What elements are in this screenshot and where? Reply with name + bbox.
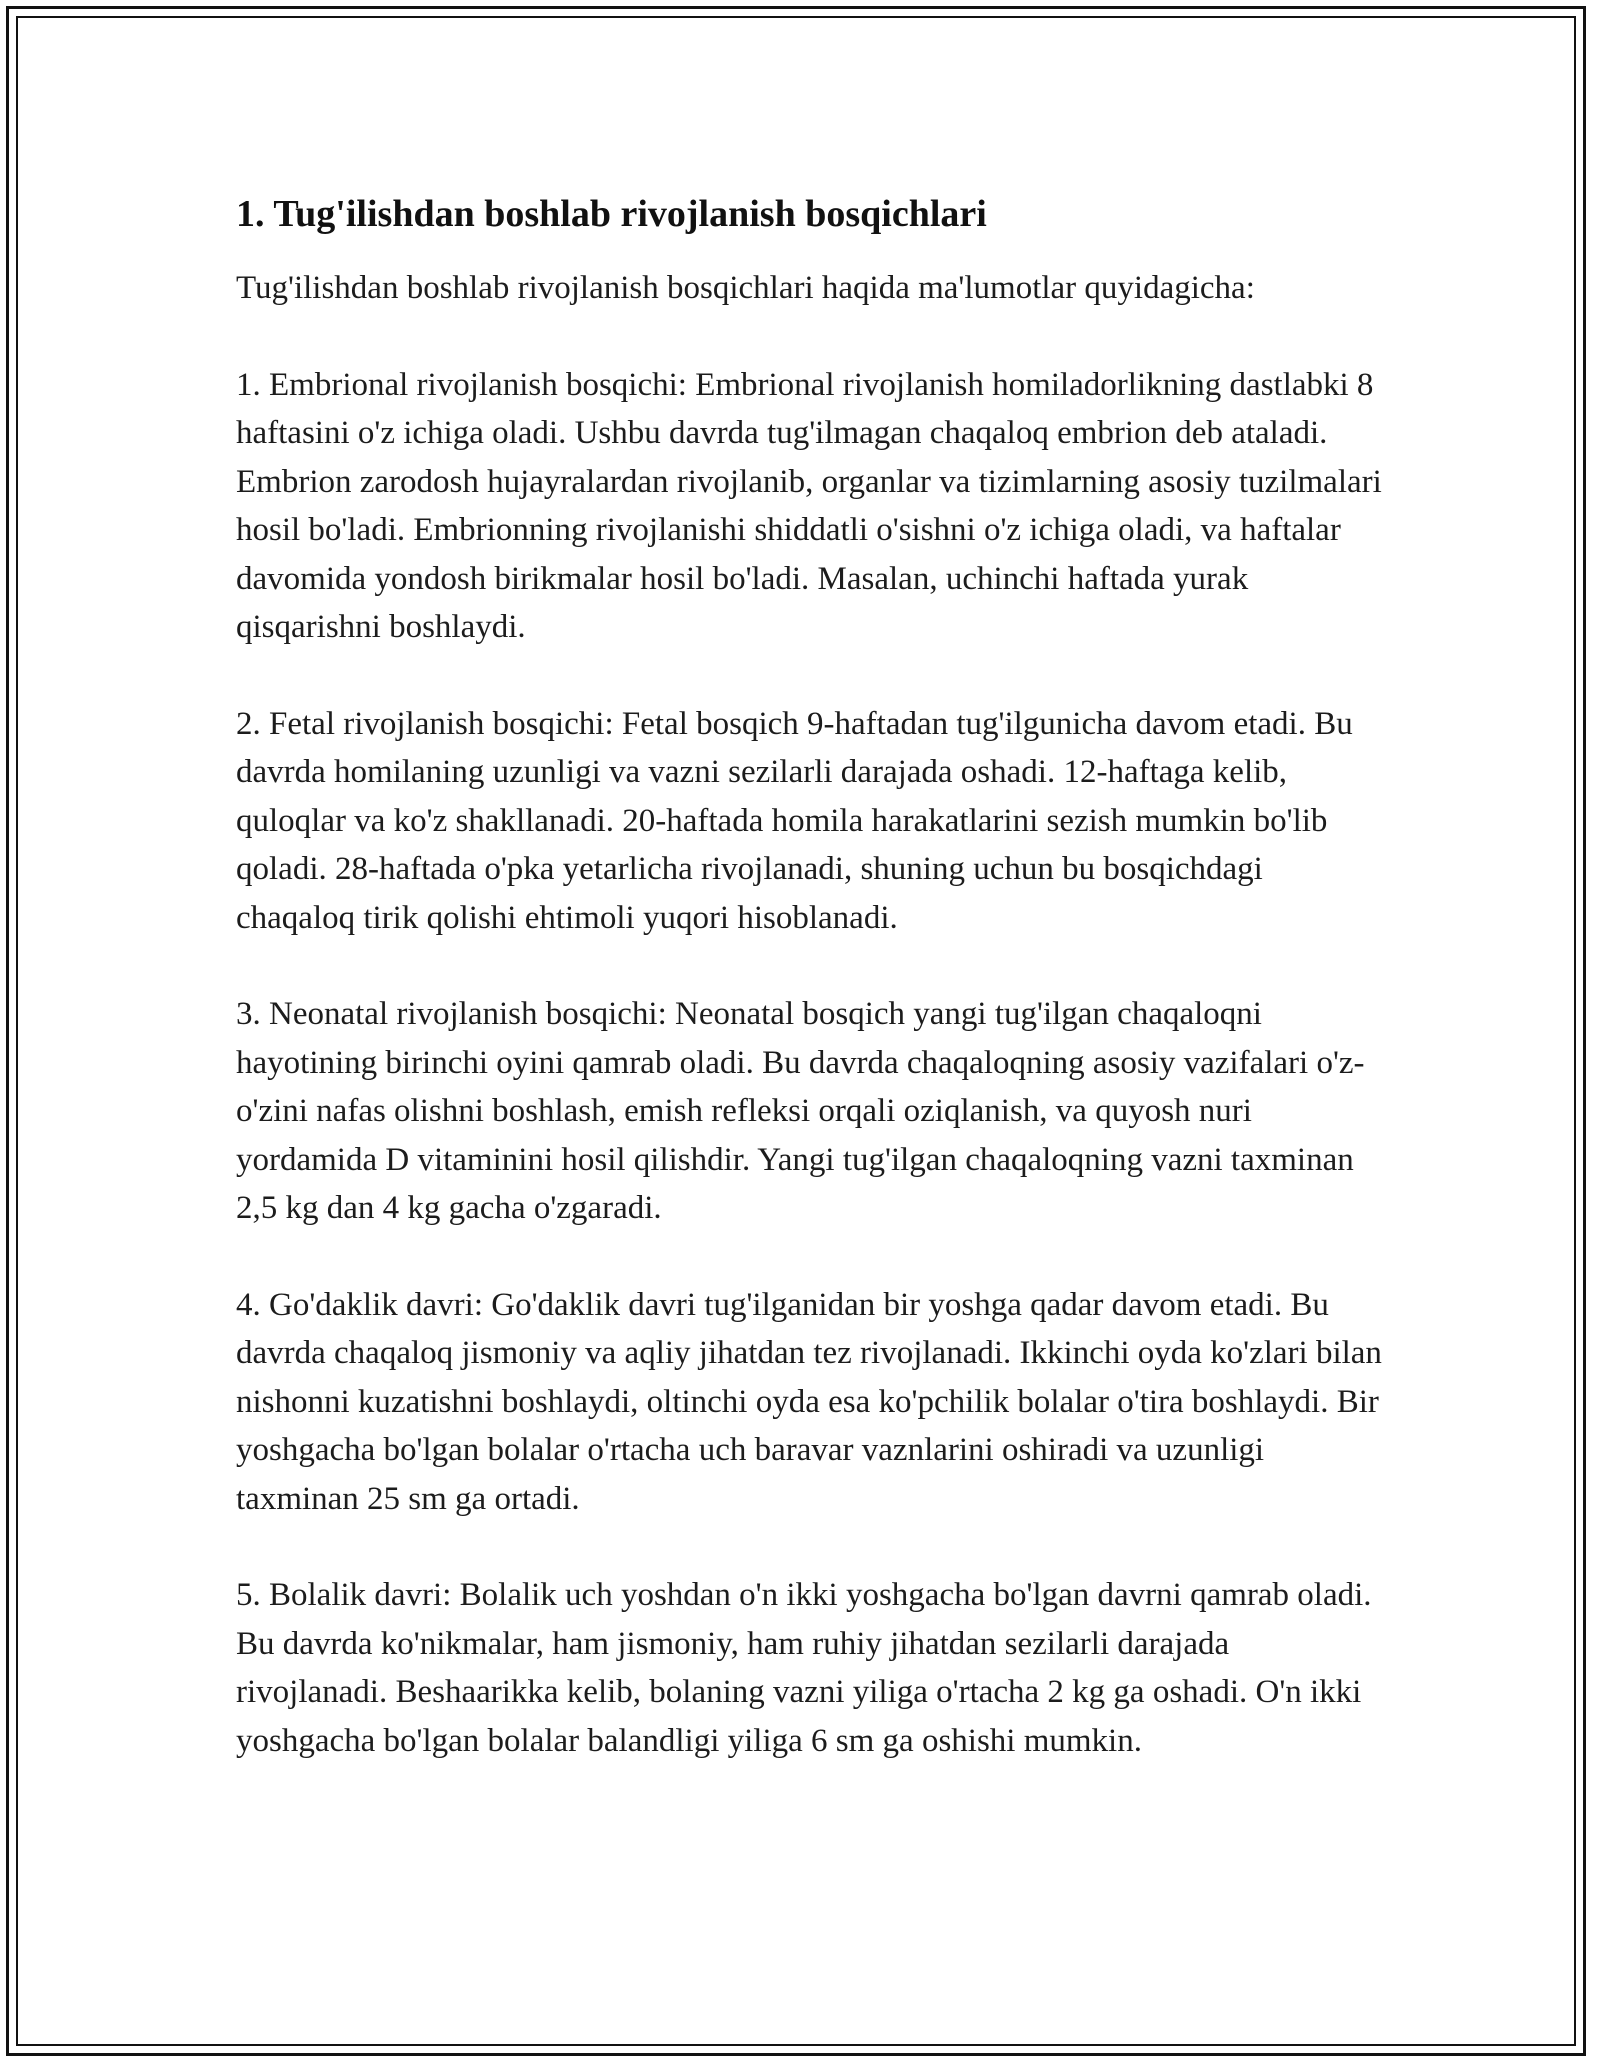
- infancy-stage-paragraph: 4. Go'daklik davri: Go'daklik davri tug'ilganidan bir yoshga qadar davom etadi. Bu davrda chaqaloq jismoniy va aqliy jihatdan tez rivojlanadi. Ikkinchi oyda ko'zlari bilan nishonni kuzatishni boshlaydi, oltinchi oyda esa ko'pchilik bolalar o'tira boshlaydi. Bir yoshgacha bo'lgan bolalar o'rtacha uch baravar vaznlarini oshiradi va uzunligi taxminan 25 sm ga ortadi.: [236, 1286, 1382, 1517]
- childhood-stage-paragraph: 5. Bolalik davri: Bolalik uch yoshdan o'n ikki yoshgacha bo'lgan davrni qamrab oladi. Bu davrda ko'nikmalar, ham jismoniy, ham ruhiy jihatdan sezilarli darajada rivojlanadi. Beshaarikka kelib, bolaning vazni yiliga o'rtacha 2 kg ga oshadi. O'n ikki yoshgacha bo'lgan bolalar balandligi yiliga 6 sm ga oshishi mumkin.: [236, 1577, 1372, 1759]
- intro-paragraph: Tug'ilishdan boshlab rivojlanish bosqichlari haqida ma'lumotlar quyidagicha:: [236, 270, 1255, 306]
- neonatal-stage-paragraph: 3. Neonatal rivojlanish bosqichi: Neonatal bosqich yangi tug'ilgan chaqaloqni hayotining birinchi oyini qamrab oladi. Bu davrda chaqaloqning asosiy vazifalari o'z-o'zini nafas olishni boshlash, emish refleksi orqali oziqlanish, va quyosh nuri yordamida D vitaminini hosil qilishdir. Yangi tug'ilgan chaqaloqning vazni taxminan 2,5 kg dan 4 kg gacha o'zgaradi.: [236, 996, 1365, 1226]
- fetal-stage-paragraph: 2. Fetal rivojlanish bosqichi: Fetal bosqich 9-haftadan tug'ilgunicha davom etadi. Bu davrda homilaning uzunligi va vazni sezilarli darajada oshadi. 12-haftaga kelib, quloqlar va ko'z shakllanadi. 20-haftada homila harakatlarini sezish mumkin bo'lib qoladi. 28-haftada o'pka yetarlicha rivojlanadi, shuning uchun bu bosqichdagi chaqaloq tirik qolishi ehtimoli yuqori hisoblanadi.: [236, 705, 1353, 936]
- embryonic-stage-paragraph: 1. Embrional rivojlanish bosqichi: Embrional rivojlanish homiladorlikning dastlabki 8 haftasini o'z ichiga oladi. Ushbu davrda tug'ilmagan chaqaloq embrion deb ataladi. Embrion zarodosh hujayralardan rivojlanib, organlar va tizimlarning asosiy tuzilmalari hosil bo'ladi. Embrionning rivojlanishi shiddatli o'sishni o'z ichiga oladi, va haftalar davomida yondosh birikmalar hosil bo'ladi. Masalan, uchinchi haftada yurak qisqarishni boshlaydi.: [236, 366, 1382, 645]
- document-title: 1. Tug'ilishdan boshlab rivojlanish bosqichlari: [236, 193, 987, 235]
- document-body: [236, 188, 1386, 1813]
